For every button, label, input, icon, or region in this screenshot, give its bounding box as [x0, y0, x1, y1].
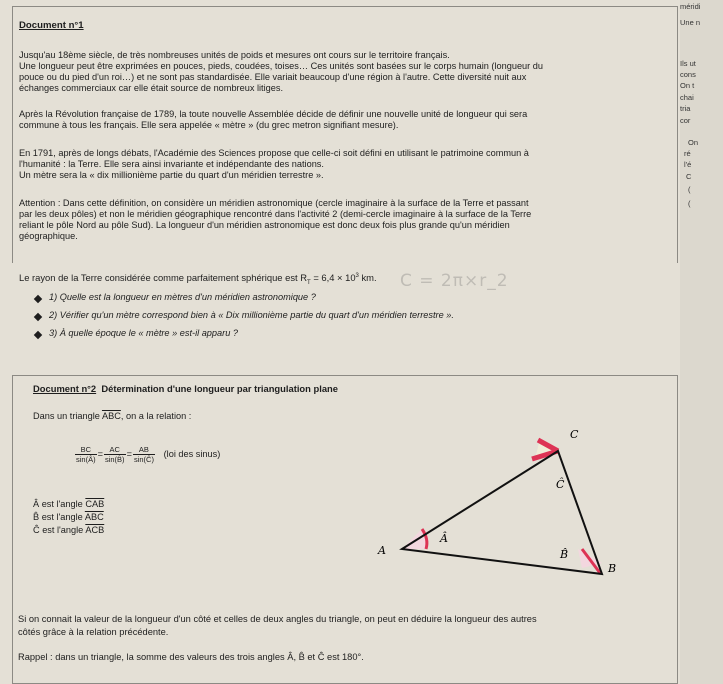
fraction-ac: [104, 445, 126, 464]
angle-ref: $\overline{CAB}$: [85, 499, 105, 509]
fraction-den: sin(Ĉ): [133, 455, 154, 465]
fraction-den: sin(Â): [76, 455, 96, 465]
radius-exponent: 3: [355, 273, 359, 279]
radius-statement: [19, 271, 377, 289]
fragment: méridi: [680, 2, 701, 11]
fragment: On: [688, 138, 699, 147]
doc1-p2-line1: Après la Révolution française de 1789, la toute nouvelle Assemblée décide de définir une nouvelle unité de longueur qui sera: [19, 109, 528, 119]
fragment: (: [688, 185, 691, 194]
fragment: On t: [680, 81, 695, 90]
doc1-p4-line3: reliant le pôle Nord au pôle Sud). La longueur d'un méridien astronomique est donc deux fois plus grande qu'un méridien: [19, 220, 510, 230]
angle-hat: Ĉ: [33, 525, 40, 535]
question-3: 3) À quelle époque le « mètre » est-il apparu ?: [49, 328, 238, 338]
doc2-intro-suffix: , on a la relation :: [120, 411, 192, 421]
fraction-ab: [133, 445, 155, 464]
doc1-p1-line1: Jusqu'au 18ème siècle, de très nombreuses unités de poids et mesures ont cours sur le territoire français.: [19, 50, 450, 60]
fragment: cor: [680, 116, 691, 125]
law-of-sines: $\frac{BC}{\sin(Â)}$ = $\frac{AC}{\sin(B̂)}$ = $\frac{AB}{\sin(Ĉ)}$ (loi des sinus): [76, 445, 221, 465]
fragment: cons: [680, 70, 696, 79]
doc1-p4-line4: géographique.: [19, 231, 78, 241]
question-1: 1) Quelle est la longueur en mètres d'un méridien astronomique ?: [49, 292, 316, 302]
triangle-outline: [402, 451, 602, 574]
doc2-intro: [33, 411, 191, 422]
fragment: chai: [680, 93, 694, 102]
angle-definition-a: [33, 499, 104, 510]
angle-hat: B̂: [33, 512, 40, 522]
fraction-num: AB: [133, 445, 155, 455]
doc1-p2-line2: commune à tous les français. Elle sera appelée « mètre » (du grec metron signifiant mesure).: [19, 120, 399, 130]
law-label: (loi des sinus): [163, 449, 221, 459]
angle-ref: $\overline{ABC}$: [84, 512, 104, 522]
radius-subscript: T: [307, 280, 311, 286]
document-2-title: Détermination d'une longueur par triangulation plane: [101, 383, 338, 394]
doc2-intro-triangle: $\overline{ABC}$: [101, 411, 121, 421]
doc1-p4-line2: par les deux pôles) et non le méridien géographique rencontré dans l'activité 2 (demi-cercle imaginaire à la surface de la Terre: [19, 209, 532, 219]
question-2: 2) Vérifier qu'un mètre correspond bien à « Dix millionième partie du quart d'un méridien terrestre ».: [49, 310, 454, 320]
doc1-p1-line4: échanges commerciaux car elle était source de nombreux litiges.: [19, 83, 284, 93]
fraction-den: sin(B̂): [104, 455, 125, 465]
angle-ref: $\overline{ACB}$: [85, 525, 105, 535]
doc1-p3-line3: Un mètre sera la « dix millionième partie du quart d'un méridien terrestre ».: [19, 170, 324, 180]
bullet-icon: [34, 331, 42, 339]
doc1-p3-line1: En 1791, après de longs débats, l'Académie des Sciences propose que celle-ci soit défini en utilisant le patrimoine commun à: [19, 148, 529, 158]
conclusion-line2: côtés grâce à la relation précédente.: [18, 627, 169, 637]
fragment: Une n: [680, 18, 701, 27]
fragment: ré: [684, 149, 691, 158]
fragment: l'é: [684, 160, 692, 169]
bullet-icon: [34, 295, 42, 303]
fraction-bc: [75, 445, 97, 464]
doc1-p3-line2: l'humanité : la Terre. Elle sera ainsi invariante et indépendante des nations.: [19, 159, 324, 169]
handwritten-formula: C = 2π×r_2: [400, 271, 509, 291]
radius-intro: Le rayon de la Terre considérée comme parfaitement sphérique est: [19, 272, 298, 284]
vertex-b-label: B: [608, 562, 617, 575]
triangle-diagram: [360, 400, 640, 580]
conclusion-line1: Si on connait la valeur de la longueur d'un côté et celles de deux angles du triangle, on peut en déduire la longueur des autres: [18, 614, 537, 624]
doc1-p4-line1: Attention : Dans cette définition, on considère un méridien astronomique (cercle imaginaire à la surface de la Terre et passant: [19, 198, 529, 208]
fragment: C: [686, 172, 692, 181]
angle-b-label: B̂: [560, 548, 569, 561]
radius-value: = 6,4 × 10: [313, 272, 356, 284]
angle-text: est l'angle: [39, 512, 85, 522]
vertex-c-label: C: [570, 428, 579, 441]
doc1-p1-line2: Une longueur peut être exprimées en pouces, pieds, coudées, toises… Ces unités sont basées sur le corps humain (longueur du: [19, 61, 543, 71]
fragment: Ils ut: [680, 59, 696, 68]
angle-text: est l'angle: [39, 525, 86, 535]
angle-text: est l'angle: [39, 499, 86, 509]
vertex-a-label: A: [378, 544, 386, 557]
doc2-intro-prefix: Dans un triangle: [33, 411, 100, 421]
angle-definition-c: [33, 525, 104, 536]
angle-a-label: Â: [440, 532, 448, 545]
bullet-icon: [34, 313, 42, 321]
document-2-label: Document n°2: [33, 383, 97, 394]
fraction-num: BC: [75, 445, 97, 455]
fraction-num: AC: [104, 445, 126, 455]
doc1-p1-line3: pouce ou du pied d'un roi…) et ne sont pas standardisée. Elle variait beaucoup d'une région à l'autre. Cette diversité nuit aux: [19, 72, 527, 82]
angle-c-label: Ĉ: [556, 478, 565, 491]
fragment: (: [688, 199, 691, 208]
radius-unit: km.: [358, 272, 377, 284]
fragment: tria: [680, 104, 691, 113]
document-2-heading: [33, 383, 338, 394]
right-column-fragments: [680, 0, 723, 684]
angle-definition-b: [33, 512, 104, 523]
document-1-title: Document n°1: [19, 20, 84, 31]
rappel: Rappel : dans un triangle, la somme des valeurs des trois angles Â, B̂ et Ĉ est 180°.: [18, 652, 364, 662]
angle-hat: Â: [33, 499, 40, 509]
radius-symbol: R: [300, 272, 308, 284]
